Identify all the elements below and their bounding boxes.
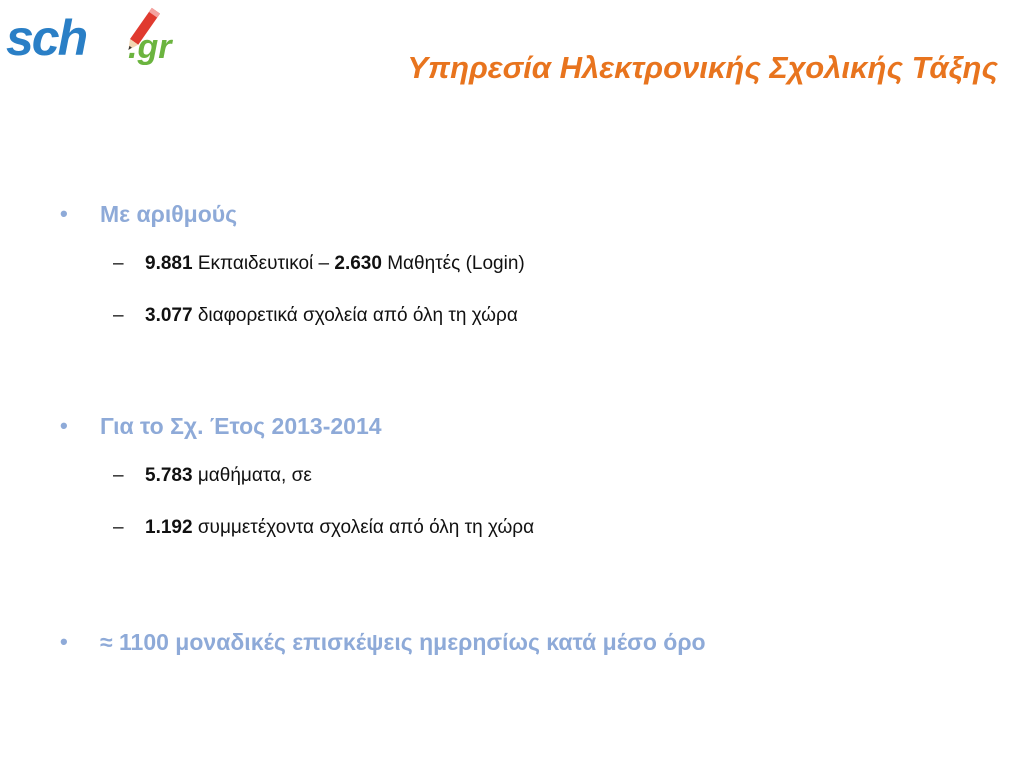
stat-value: 9.881 — [145, 253, 193, 274]
sub-item — [60, 302, 960, 330]
sub-item — [60, 514, 960, 542]
dash-icon: – — [113, 517, 124, 538]
stat-label: μαθήματα, σε — [192, 465, 312, 486]
sub-item — [60, 250, 960, 278]
stat-value: 2.630 — [334, 253, 382, 274]
bullet-item — [60, 196, 960, 232]
stat-value: 1.192 — [145, 517, 193, 538]
bullet-text: Για το Σχ. Έτος 2013-2014 — [100, 413, 382, 439]
bullet-list — [60, 196, 960, 660]
slide-title: Υπηρεσία Ηλεκτρονικής Σχολικής Τάξης — [407, 50, 998, 85]
bullet-icon: • — [60, 201, 68, 226]
sch-logo — [6, 4, 186, 74]
bullet-text: ≈ 1100 μοναδικές επισκέψεις ημερησίως κατά μέσο όρο — [100, 629, 706, 655]
bullet-item — [60, 624, 960, 660]
dash-icon: – — [113, 305, 124, 326]
stat-value: 5.783 — [145, 465, 193, 486]
stat-label: Μαθητές (Login) — [381, 253, 525, 274]
bullet-icon: • — [60, 413, 68, 438]
bullet-icon: • — [60, 629, 68, 654]
bullet-item — [60, 408, 960, 444]
logo-main-text: sch — [6, 10, 87, 66]
stat-label: Εκπαιδευτικοί – — [192, 253, 335, 274]
stat-value: 3.077 — [145, 305, 193, 326]
logo-suffix-text: .gr — [128, 28, 172, 66]
sub-item — [60, 462, 960, 490]
bullet-text: Με αριθμούς — [100, 201, 238, 227]
dash-icon: – — [113, 253, 124, 274]
stat-label: συμμετέχοντα σχολεία από όλη τη χώρα — [192, 517, 535, 538]
stat-label: διαφορετικά σχολεία από όλη τη χώρα — [192, 305, 518, 326]
dash-icon: – — [113, 465, 124, 486]
